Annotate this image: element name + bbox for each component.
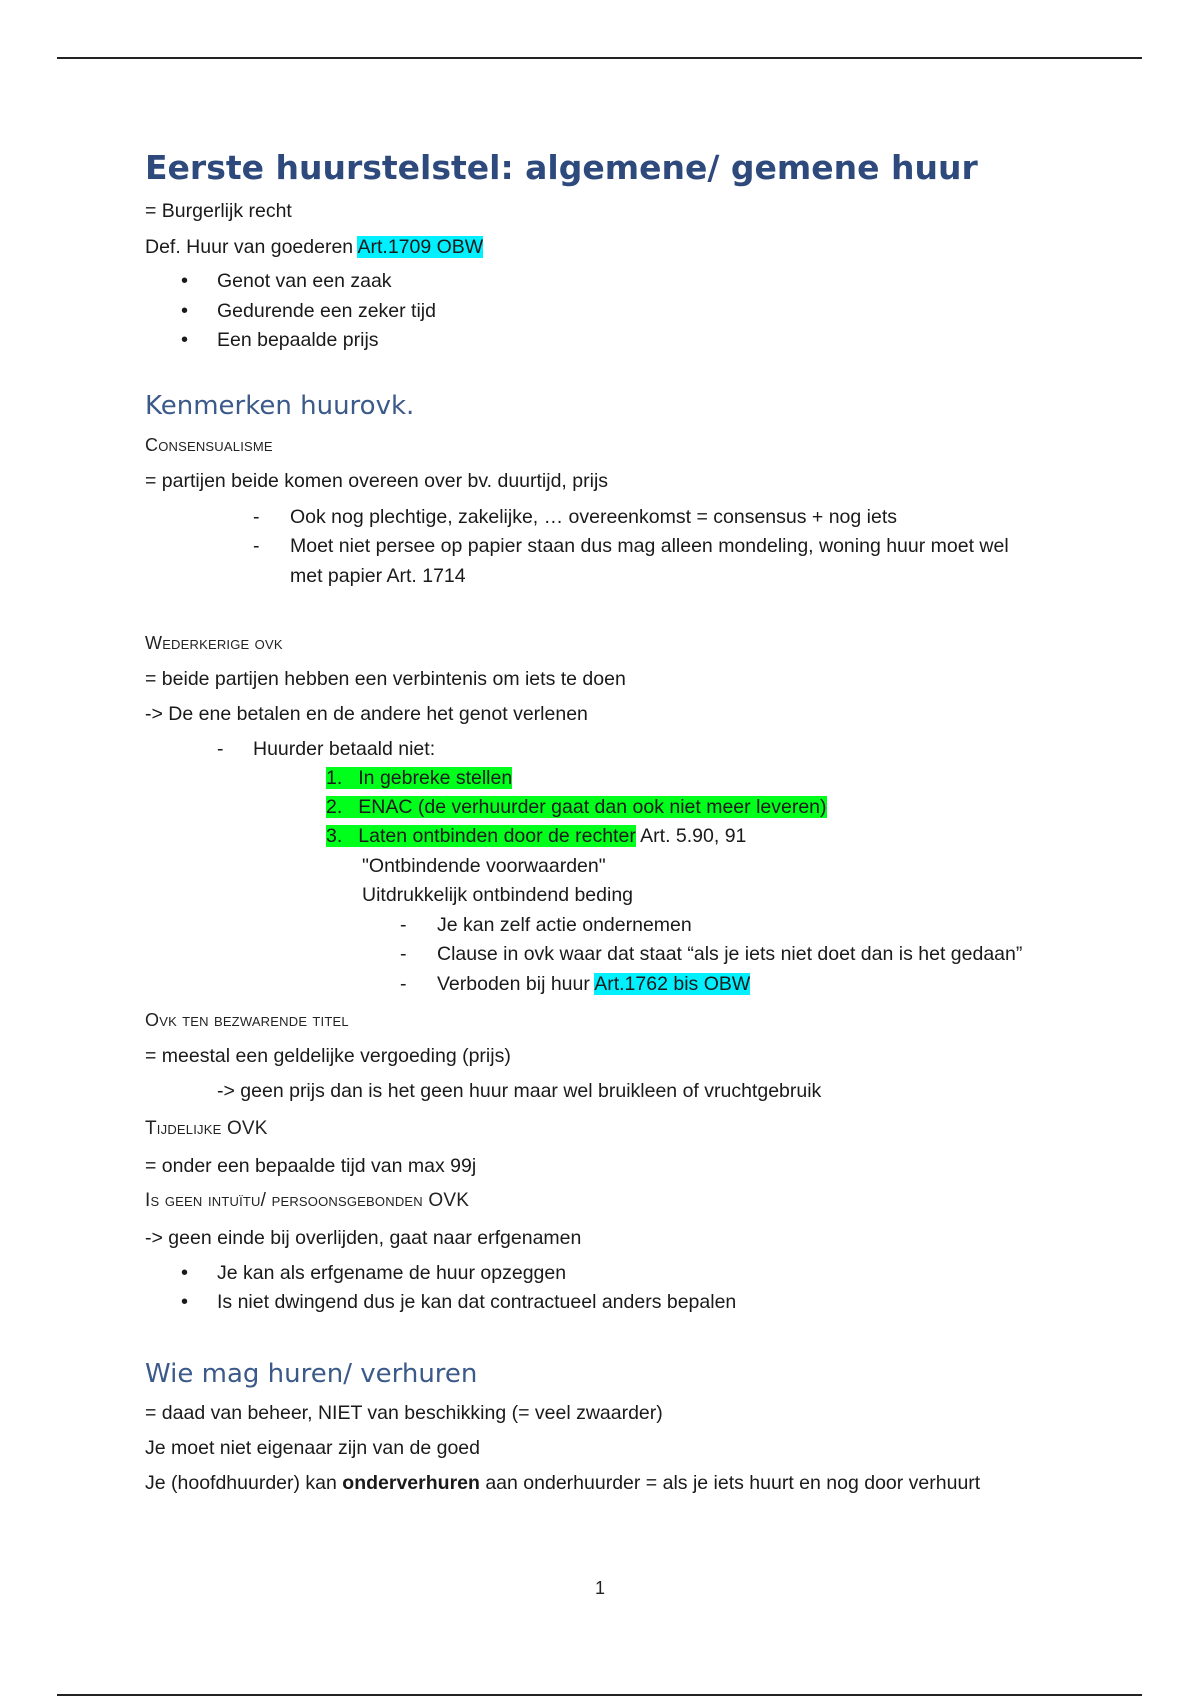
dash-item: Clause in ovk waar dat staat “als je iets niet doet dan is het gedaan” <box>437 943 1023 965</box>
paragraph: -> De ene betalen en de andere het genot verlenen <box>145 703 588 725</box>
dash-item-text: Verboden bij huur <box>437 973 595 995</box>
item-text: ENAC (de verhuurder gaat dan ook niet meer leveren) <box>358 796 827 818</box>
paragraph <box>145 1472 980 1495</box>
paragraph: = meestal een geldelijke vergoeding (prijs) <box>145 1045 511 1067</box>
dash-icon: - <box>253 535 260 557</box>
item-text: In gebreke stellen <box>358 767 513 789</box>
paragraph-text: aan onderhuurder = als je iets huurt en nog door verhuurt <box>479 1472 981 1494</box>
article-reference: Art.1709 OBW <box>357 236 484 258</box>
dash-icon: - <box>253 506 260 528</box>
list-item <box>181 300 188 323</box>
list-item-text: Is niet dwingend dus je kan dat contractueel anders bepalen <box>217 1291 737 1313</box>
list-item <box>181 1262 188 1285</box>
dash-item: Moet niet persee op papier staan dus mag alleen mondeling, woning huur moet wel <box>290 535 1009 557</box>
bullet-icon: • <box>181 329 189 351</box>
subheading: Tijdelijke OVK <box>145 1118 268 1139</box>
paragraph-indented: -> geen prijs dan is het geen huur maar wel bruikleen of vruchtgebruik <box>217 1080 822 1102</box>
section-heading: Wie mag huren/ verhuren <box>145 1359 478 1389</box>
subheading: Ovk ten bezwarende titel <box>145 1010 349 1030</box>
paragraph: = partijen beide komen overeen over bv. duurtijd, prijs <box>145 470 609 492</box>
list-item <box>181 1291 188 1314</box>
numbered-item <box>326 825 746 848</box>
paragraph: Je moet niet eigenaar zijn van de goed <box>145 1437 480 1459</box>
paragraph: = onder een bepaalde tijd van max 99j <box>145 1155 477 1177</box>
dash-icon: - <box>400 973 407 995</box>
section-heading: Kenmerken huurovk. <box>145 391 415 421</box>
dash-item <box>437 973 750 996</box>
item-number: 3. <box>326 825 343 847</box>
item-number: 2. <box>326 796 343 818</box>
subheading: Consensualisme <box>145 435 273 455</box>
paragraph: = beide partijen hebben een verbintenis om iets te doen <box>145 668 626 690</box>
dash-icon: - <box>400 914 407 936</box>
list-item <box>181 329 188 352</box>
paragraph-text: Je (hoofdhuurder) kan <box>145 1472 343 1494</box>
header-rule <box>57 57 1142 59</box>
definition-text: Def. Huur van goederen <box>145 236 358 258</box>
footer-rule <box>57 1694 1142 1696</box>
numbered-item <box>326 767 512 790</box>
sub-line: "Ontbindende voorwaarden" <box>362 855 606 877</box>
dash-item: Ook nog plechtige, zakelijke, … overeenkomst = consensus + nog iets <box>290 506 898 528</box>
page-title: Eerste huurstelstel: algemene/ gemene huur <box>145 148 978 187</box>
definition-line <box>145 236 483 259</box>
list-item-text: Je kan als erfgename de huur opzeggen <box>217 1262 567 1284</box>
paragraph: -> geen einde bij overlijden, gaat naar erfgenamen <box>145 1227 582 1249</box>
numbered-item <box>326 796 827 819</box>
bullet-icon: • <box>181 1291 189 1313</box>
list-item-text: Gedurende een zeker tijd <box>217 300 436 322</box>
item-number: 1. <box>326 767 343 789</box>
bullet-icon: • <box>181 1262 189 1284</box>
item-text: Laten ontbinden door de rechter <box>358 825 636 847</box>
dash-item: Huurder betaald niet: <box>253 738 436 760</box>
dash-icon: - <box>217 738 224 760</box>
subheading: Is geen intuïtu/ persoonsgebonden OVK <box>145 1190 470 1211</box>
list-item-text: Een bepaalde prijs <box>217 329 379 351</box>
list-item <box>181 270 188 293</box>
sub-line: Uitdrukkelijk ontbindend beding <box>362 884 634 906</box>
subheading: Wederkerige ovk <box>145 633 283 653</box>
page-number: 1 <box>595 1578 606 1598</box>
intro-line: = Burgerlijk recht <box>145 200 292 222</box>
item-suffix: Art. 5.90, 91 <box>635 825 747 847</box>
bullet-icon: • <box>181 300 189 322</box>
dash-icon: - <box>400 943 407 965</box>
list-item-text: Genot van een zaak <box>217 270 392 292</box>
article-reference: Art.1762 bis OBW <box>594 973 751 995</box>
dash-item-continued: met papier Art. 1714 <box>290 565 466 587</box>
bullet-icon: • <box>181 270 189 292</box>
paragraph: = daad van beheer, NIET van beschikking (= veel zwaarder) <box>145 1402 663 1424</box>
emphasis-term: onderverhuren <box>342 1472 480 1494</box>
dash-item: Je kan zelf actie ondernemen <box>437 914 692 936</box>
